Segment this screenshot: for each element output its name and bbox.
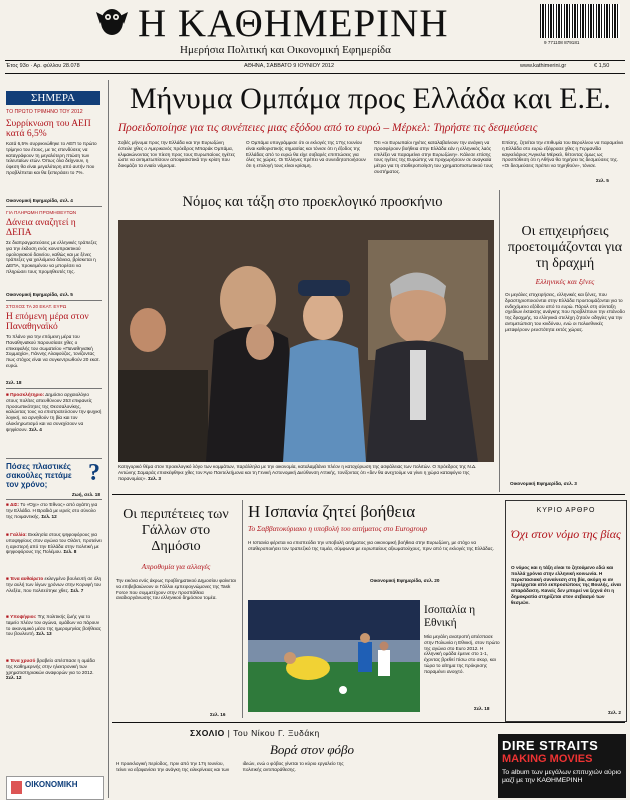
b2-body: Εκκλησία στους ψηφοφόρους για υποψηφίους στον αγώνα του Ολάντ, προτείνει η αριστερή από την Ελλάδα στην πολιτική με ψηφοφόρους της Πολέμου. (6, 532, 102, 555)
quote-box (6, 458, 102, 500)
s3-body: Το πλάνο για την επόμενη μέρα του Παναθηναϊκού παρουσίασε χθες ο επικεφαλής του σωματείου «Παναθηναϊκή Συμμαχία», Γιάννης Αλαφούζος, τονίζοντας πως στόχος είναι να συγκεντρωθούν 20 εκατ. ευρώ. (6, 334, 100, 368)
brief-item: ■ Ένα αυθαίρετο εκλεγμένο βουλευτή σε όλη την αυλή των λίγων χρόνων στην Κορυφή του Αλεξέα, που πολιτεύτηκε χθες. Σελ. 7 (6, 576, 102, 593)
briefs-list (6, 502, 102, 692)
gauls-body: Την εικόνα ενός άκρως προβληματικού Δημοσίου φαίνεται να επιβεβαιώνουν οι Γάλλοι εμπειρογνώμονες της Task Force που συμμετέχουν στην προσπάθεια αναδιοργάνωσης του ελληνικού δημόσιου τομέα. (116, 578, 236, 601)
gauls-headline[interactable]: Οι περιπέτειες των Γάλλων στο Δημόσιο (123, 507, 229, 554)
comment-header: ΣΧΟΛΙΟ | Του Νίκου Γ. Ξυδάκη (190, 728, 320, 738)
football-body: Μία μεγάλη ανατροπή απέσπασε στην Πολωνία η Εθνική, στον πρώτο της αγώνα στο Euro 2012. Η ελληνική ομάδα έμεινε στο 1-1, έχοντας βρεθεί πίσω στο σκορ, και τώρα το αίτημα της πρόκρισης παραμένει ανοιχτό. (424, 634, 500, 674)
brief-item: ■ Υποψήφιοι: Της πολιτικής ζωής για το ταμείο πλέον του αγώνα, ομάδων να πάρουν το οικονομικό μέσο της ημερομηνίας βοήθειας του βουλευτή. Σελ. 13 (6, 614, 101, 637)
s4-title[interactable]: Προσκλήτηριο: (10, 392, 45, 397)
photo-samaras (118, 220, 494, 462)
s1-kicker: ΤΟ ΠΡΩΤΟ ΤΡΙΜΗΝΟ ΤΟΥ 2012 (6, 109, 83, 115)
issue-date: ΑΘΗΝΑ, ΣΑΒΒΑΤΟ 9 ΙΟΥΝΙΟΥ 2012 (244, 63, 335, 69)
spain-ref: Οικονομική Εφημερίδα, σελ. 20 (370, 578, 440, 583)
photo-caption-text: Κατηγορικό θέμα στον προεκλογικό λόγο των κομμάτων, παράλληλα με την οικονομία, καταλαμβάνει πλέον η κατοχύρωση της ασφάλειας των πολιτών. Ο πρόεδρος της Ν.Δ. Αντώνης Σαμαράς επισκέφθηκε χθες τον Άγιο Παντελεήμονα και τη Γενική Αστυνομική Διεύθυνση Αττικής, τονίζοντας ότι «δεν θα ανεχτούμε να γίνει η χώρα καταφύγιο της παρανομίας». (118, 464, 477, 481)
b5-ref: Σελ. 12 (6, 675, 22, 681)
brief-item: ■ Γαλλία: Εκκλησία στους ψηφοφόρους για υποψηφίους στον αγώνα του Ολάντ, προτείνει η αριστερή από την Ελλάδα στην πολιτική με ψηφοφόρους της Πολέμου. Σελ. 8 (6, 532, 102, 555)
comment-body: Η προεκλογική περίοδος, πριν από την 17η Ιουνίου, τείνει να εξαφανίσει την ανάγκη της ειλικρίνειας και των ιδεών, ενώ ο φόβος γίνεται το κύριο εργαλείο της πολιτικής αντιπαράθεσης. (116, 761, 344, 772)
s2-kicker: ΓΙΑ ΠΛΗΡΩΜΗ ΠΡΟΜΗΘΕΥΤΩΝ (6, 210, 77, 215)
s2-body: Σε διαπραγματεύσεις με ελληνικές τράπεζες για την έκδοση ενός κοινοπρακτικού ομολογιακού δανείου, καθώς και με ξένες τράπεζες για χειλιόμενα δάνεια, βρίσκεται η ΔΕΠΑ, προκειμένου να μπορέσει να πληρώσει τους προμηθευτές της. (6, 240, 97, 274)
gauls-ref: Σελ. 16 (210, 712, 226, 717)
s1-title[interactable]: Συρρίκνωση του ΑΕΠ κατά 6,5% (6, 119, 91, 139)
b2-ref: Σελ. 8 (63, 549, 77, 555)
masthead-subtitle: Ημερήσια Πολιτική και Οικονομική Εφημερίδα (180, 44, 391, 56)
right-story-subhead: Ελληνικές και ξένες (535, 277, 595, 286)
b1-title[interactable]: ΔΙΣ: (10, 502, 20, 507)
economic-supplement-label: ΟΙΚΟΝΟΜΙΚΗ (25, 780, 78, 789)
right-story-ref: Οικονομική Εφημερίδα, σελ. 3 (510, 481, 577, 486)
opinion-ref: Σελ. 2 (608, 710, 621, 716)
lead-ref: Σελ. 5 (596, 178, 609, 183)
b4-body: Της πολιτικής ζωής για το ταμείο πλέον του αγώνα, ομάδων να πάρουν το οικονομικό μέσο της ημερομηνίας βοήθειας του βουλευτή. (6, 614, 101, 637)
ad-line-2: MAKING MOVIES (502, 753, 593, 765)
lead-subhead: Προειδοποίησε για τις συνέπειες μιας εξόδου από το ευρώ – Μέρκελ: Τηρήστε τις δεσμεύσεις (118, 122, 538, 134)
issue-number: Έτος 93ο · Αρ. φύλλου 28.078 (6, 63, 80, 69)
football-ref: Σελ. 18 (474, 706, 490, 711)
b1-body: Το «Όχι» στο Έθνος» από αγάπη για την Ελλάδα. Η Βραδιά με ιερείς στο σύνολο της ποιμαντικής. (6, 502, 98, 519)
s1-body: Κατά 6,5% συρρικνώθηκε το ΑΕΠ το πρώτο τρίμηνο του έτους, με τις επενδύσεις να καταγράφουν τη μεγαλύτερη πτώση των τελευταίων ετών. Όπως όλα δείχνουν, η ύφεση θα είναι μεγαλύτερη από αυτήν που προβλέπεται και θα ξεπεράσει το 7%. (6, 141, 97, 175)
lead-col-1: Σοβές μήνυμα προς την Ελλάδα και την Ευρωζώνη έστειλε χθες ο Αμερικανός πρόεδρος Μπαράκ Ομπάμα, κλιμακώνοντας τον πίεση προς τους Ευρωπαίους ηγέτες ώστε να αντιμετωπίσουν αποφασιστικά την κρίση που δοκιμάζει τα ενιαίο νόμισμα. (118, 140, 236, 169)
comment-title[interactable]: Βορά στον φόβο (269, 742, 354, 757)
right-story-headline[interactable]: Οι επιχειρήσεις προετοιμάζονται για τη δραχμή (507, 224, 623, 271)
price: € 1,50 (594, 63, 610, 69)
comment-kicker: ΣΧΟΛΙΟ (190, 728, 225, 738)
b4-ref: Σελ. 13 (36, 631, 52, 637)
website-link[interactable]: www.kathimerini.gr (520, 63, 567, 69)
spain-body: Η Ισπανία φέρεται να επισπεύδει την υποβολή αιτήματος για οικονομική βοήθεια στην Ευρωζώνη, με στόχο να σταθεροποιήσει τον τραπεζικό της τομέα, σύμφωνα με ευρωπαίους αξιωματούχους, πριν από τις εκλογές της Ελλάδας. (248, 540, 495, 551)
b3-title[interactable]: Ένα αυθαίρετο (10, 576, 44, 581)
ad-line-3: Το album των μεγάλων επιτυχιών αύριο μαζί με την ΚΑΘΗΜΕΡΙΝΗ (502, 769, 621, 784)
football-headline[interactable]: Ισοπαλία η Εθνική (424, 604, 476, 629)
question-mark-icon: ? (88, 460, 100, 486)
opinion-title[interactable]: Όχι στον νόμο της βίας (511, 527, 621, 541)
gauls-subhead: Απροθυμία για αλλαγές (141, 562, 211, 571)
b1-ref: Σελ. 12 (41, 513, 57, 519)
opinion-kicker: ΚΥΡΙΟ ΑΡΘΡΟ (536, 507, 596, 514)
photo-story-headline[interactable]: Νόμος και τάξη στο προεκλογικό προσκήνιο (182, 194, 443, 210)
s4-ref: Σελ. 4 (29, 426, 42, 432)
ad-dire-straits[interactable] (498, 734, 626, 798)
right-story-body: Οι μεγάλες επιχειρήσεις, ελληνικές και ξένες, που δραστηριοποιούνται στην Ελλάδα προετοιμάζονται για το ενδεχόμενο εξόδου από το ευρώ. Πάρολ στη σύνταξη σχεδίων έκτακτης ανάγκης που προβλέπουν την επάνοδο της δραχμής, τα ελληνικά στελέχη ζητούν οδηγίες για την αντιμετώπιση του κινδύνου, ενώ οι πολυεθνικές μεταφέρουν ρευστότητα εκτός χώρας. (505, 292, 625, 332)
lead-headline[interactable]: Μήνυμα Ομπάμα προς Ελλάδα και Ε.Ε. (130, 82, 611, 115)
spain-subhead: Το Σαββατοκύριακο η υποβολή του αιτήματος στο Eurogroup (248, 524, 428, 533)
lead-col-2: Ο Ομπάμα υπογράμμισε ότι οι εκλογές της 17ης Ιουνίου είναι καθοριστικής σημασίας και τόνισε ότι η έξοδος της Ελλάδας από το ευρώ θα είχε σοβαρές επιπτώσεις για όλες τις χώρες. Οι Έλληνες πρέπει να συνειδητοποιήσουν ότι η επιλογή τους είναι κρίσιμη. (246, 140, 366, 169)
brief-item: ■ Ένα χρυσό βραβείο απέσπασε η ομάδα της Καθημερινής στην ηλεκτρονική των χρηματιστηριακών αναφορών για το 2012. Σελ. 12 (6, 658, 95, 681)
brief-item: ■ ΔΙΣ: Το «Όχι» στο Έθνος» από αγάπη για την Ελλάδα. Η Βραδιά με ιερείς στο σύνολο της ποιμαντικής. Σελ. 12 (6, 502, 98, 519)
opinion-box (505, 500, 627, 722)
ad-line-1: DIRE STRAITS (502, 738, 599, 753)
logo-owl-icon (92, 4, 132, 38)
photo-caption (118, 464, 494, 488)
s3-ref: Σελ. 18 (6, 380, 22, 385)
quote-text[interactable]: Πόσες πλαστικές σακούλες πετάμε τον χρόνο; (6, 462, 72, 489)
s4-block: ■ Προσκλήτηριο: Δημόσιο αρχαιολόγιο στους πολίτες απευθύνουν 253 επιφανείς προσωπικότητες της Θεσσαλονίκης, καλώντας τους να επιστρατεύσουν την ψυχική λογική, να αρνηθούν τη βία και τον ολοκληρωτισμό και να συνεχίσουν να ψηφίσουν. Σελ. 4 (6, 392, 102, 432)
today-header: ΣΗΜΕΡΑ (6, 91, 100, 105)
b2-title[interactable]: Γαλλία: (10, 532, 27, 537)
barcode (540, 4, 620, 38)
s1-ref: Οικονομική Εφημερίδα, σελ. 4 (6, 198, 73, 203)
photo-caption-ref: Σελ. 3 (148, 475, 161, 481)
b5-title[interactable]: Ένα χρυσό (10, 658, 36, 663)
spain-headline[interactable]: Η Ισπανία ζητεί βοήθεια (248, 502, 416, 521)
lead-col-3: Ότι «οι Ευρωπαίοι ηγέτες καταλαβαίνουν την ανάγκη να προσφέρουν βοήθεια στην Ελλάδα εάν η ελληνικός λαός επιλέξει να παραμείνει στην Ευρωζώνη». Κάλεσε επίσης τους ηγέτες της Ευρώπης να προχωρήσουν σε αναγκαία μέτρα για τη σταθεροποίηση του χρηματοπιστωτικού τους συστήματος. (374, 140, 494, 174)
masthead-title: Η ΚΑΘΗΜΕΡΙΝΗ (138, 2, 449, 45)
b5-body: βραβείο απέσπασε η ομάδα της Καθημερινής στην ηλεκτρονική των χρηματιστηριακών αναφορών για το 2012. (6, 658, 95, 675)
b3-body: εκλεγμένο βουλευτή σε όλη την αυλή των λίγων χρόνων στην Κορυφή του Αλεξέα, που πολιτεύτηκε χθες. (6, 576, 102, 593)
newspaper-icon (11, 781, 22, 794)
b4-title[interactable]: Υποψήφιοι: (10, 614, 37, 619)
quote-ref: Ζωή, σελ. 18 (71, 492, 100, 498)
b3-ref: Σελ. 7 (70, 587, 84, 593)
s2-title[interactable]: Δάνεια αναζητεί η ΔΕΠΑ (6, 218, 76, 238)
s2-ref: Οικονομική Εφημερίδα, σελ. 5 (6, 292, 73, 297)
lead-col-4: Επίσης, ζητείται την επιθυμία του Βερολίνου να παραμείνει η Ελλάδα στο ευρώ εξέφρασε χθες η Γερμανίδα καγκελάριος Άνγκελα Μέρκελ, θέτοντας όμως ως προϋπόθεση ότι η Αθήνα θα τηρήσει τις δεσμεύσεις της. «Οι δεσμεύσεις πρέπει να τηρηθούν», τόνισε. (502, 140, 624, 169)
s3-title[interactable]: Η επόμενη μέρα στον Παναθηναϊκό (6, 312, 89, 332)
photo-football (248, 600, 420, 712)
s3-kicker: ΣΤΟΧΟΣ ΤΑ 20 ΕΚΑΤ. ΕΥΡΩ (6, 304, 67, 309)
economic-supplement-thumb[interactable] (6, 776, 104, 800)
comment-author: Του Νίκου Γ. Ξυδάκη (233, 728, 320, 738)
opinion-body: Ο νόμος και η τάξη είναι το ζητούμενο εδώ και πολλά χρόνια στην ελληνική κοινωνία. Η περιστασιακή συναίνεση στη βία, ακόμη κι αν προέρχεται από εκπροσώπους της Βουλής, είναι απαράδεκτη. Κανείς δεν μπορεί να ξεχνά ότι η δημοκρατία στηρίζεται στον σεβασμό των θεσμών. (511, 565, 621, 605)
s4-body: Δημόσιο αρχαιολόγιο στους πολίτες απευθύνουν 253 επιφανείς προσωπικότητες της Θεσσαλονίκης, καλώντας τους να επιστρατεύσουν την ψυχική λογική, να αρνηθούν τη βία και τον ολοκληρωτισμό και να συνεχίσουν να ψηφίσουν. (6, 392, 102, 432)
barcode-number: 9 771108 879181 (544, 40, 580, 45)
